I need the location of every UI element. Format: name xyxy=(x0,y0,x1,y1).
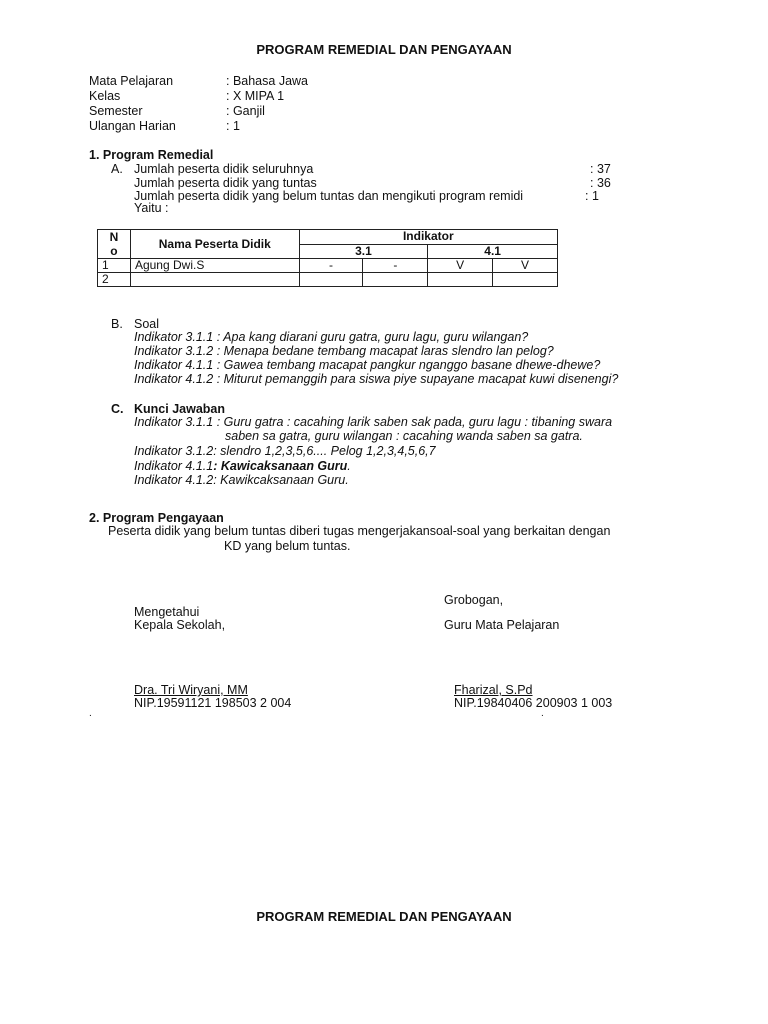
header-no-n: N xyxy=(109,230,119,244)
count-value: : 37 xyxy=(590,162,611,176)
kunci-line xyxy=(134,459,351,473)
row-cell xyxy=(428,273,493,287)
pengayaan-heading: 2. Program Pengayaan xyxy=(89,511,224,525)
list-marker: C. xyxy=(111,402,124,416)
left-title: Mengetahui xyxy=(134,605,200,619)
meta-value: : Bahasa Jawa xyxy=(226,74,308,88)
meta-value: : Ganjil xyxy=(226,104,265,118)
kunci-line-suffix: . xyxy=(347,459,351,473)
header-group: 3.1 xyxy=(299,244,428,259)
row-cell xyxy=(363,273,428,287)
row-cell: V xyxy=(493,259,558,273)
header-name: Nama Peserta Didik xyxy=(130,230,299,259)
soal-line: Indikator 3.1.2 : Menapa bedane tembang macapat laras slendro lan pelog? xyxy=(134,344,554,358)
place-date: Grobogan, xyxy=(444,593,504,607)
row-cell: - xyxy=(363,259,428,273)
right-signer-nip: NIP.19840406 200903 1 003 xyxy=(454,696,613,710)
left-title: Kepala Sekolah, xyxy=(134,618,226,632)
pengayaan-line: Peserta didik yang belum tuntas diberi tugas mengerjakansoal-soal yang berkaitan dengan xyxy=(108,524,611,538)
list-marker: B. xyxy=(111,317,123,331)
row-cell xyxy=(493,273,558,287)
header-no-o: o xyxy=(110,244,118,258)
kunci-heading: Kunci Jawaban xyxy=(134,402,225,416)
right-signer-name: Fharizal, S.Pd xyxy=(454,683,533,697)
header-indikator: Indikator xyxy=(299,230,557,245)
kunci-line: Indikator 3.1.1 : Guru gatra : cacahing larik saben sak pada, guru lagu : tibaning swara xyxy=(134,415,613,429)
next-page-title: PROGRAM REMEDIAL DAN PENGAYAAN xyxy=(256,909,512,924)
table-row xyxy=(98,273,558,287)
soal-line: Indikator 3.1.1 : Apa kang diarani guru gatra, guru lagu, guru wilangan? xyxy=(134,330,529,344)
meta-label: Semester xyxy=(89,104,143,118)
count-label: Jumlah peserta didik yang tuntas xyxy=(134,176,317,190)
soal-line: Indikator 4.1.1 : Gawea tembang macapat pangkur nganggo basane dhewe-dhewe? xyxy=(134,358,601,372)
remedial-heading: 1. Program Remedial xyxy=(89,148,214,162)
dot-mark: . xyxy=(541,708,544,719)
list-marker: A. xyxy=(111,162,123,176)
yaitu-label: Yaitu : xyxy=(134,201,169,215)
left-signer-nip: NIP.19591121 198503 2 004 xyxy=(134,696,292,710)
header-group: 4.1 xyxy=(428,244,558,259)
table-row xyxy=(98,259,558,273)
soal-heading: Soal xyxy=(134,317,160,331)
count-label: Jumlah peserta didik yang belum tuntas dan mengikuti program remidi xyxy=(134,189,524,203)
count-label: Jumlah peserta didik seluruhnya xyxy=(134,162,314,176)
soal-line: Indikator 4.1.2 : Miturut pemanggih para siswa piye supayane macapat kuwi disenengi? xyxy=(134,372,619,386)
row-no: 1 xyxy=(98,259,131,273)
kunci-line-prefix: Indikator 4.1.1 xyxy=(134,459,214,473)
dot-mark: . xyxy=(89,708,92,719)
left-signer-name: Dra. Tri Wiryani, MM xyxy=(134,683,248,697)
row-cell xyxy=(299,273,363,287)
right-title: Guru Mata Pelajaran xyxy=(444,618,560,632)
meta-label: Ulangan Harian xyxy=(89,119,176,133)
kunci-line: Indikator 4.1.2: Kawikcaksanaan Guru. xyxy=(134,473,349,487)
pengayaan-line: KD yang belum tuntas. xyxy=(224,539,351,553)
kunci-line: saben sa gatra, guru wilangan : cacahing wanda saben sa gatra. xyxy=(225,429,583,443)
row-no: 2 xyxy=(98,273,131,287)
kunci-line-bold: : Kawicaksanaan Guru xyxy=(213,459,348,473)
row-cell: - xyxy=(299,259,363,273)
meta-value: : X MIPA 1 xyxy=(226,89,285,103)
header-no xyxy=(98,230,131,259)
meta-label: Kelas xyxy=(89,89,121,103)
kunci-line: Indikator 3.1.2: slendro 1,2,3,5,6.... Pelog 1,2,3,4,5,6,7 xyxy=(134,444,436,458)
page-title: PROGRAM REMEDIAL DAN PENGAYAAN xyxy=(256,42,512,57)
row-cell: V xyxy=(428,259,493,273)
count-value: : 1 xyxy=(585,189,599,203)
meta-label: Mata Pelajaran xyxy=(89,74,174,88)
row-name: Agung Dwi.S xyxy=(130,259,299,273)
meta-value: : 1 xyxy=(226,119,240,133)
row-name xyxy=(130,273,299,287)
remedial-table xyxy=(97,229,558,287)
count-value: : 36 xyxy=(590,176,611,190)
